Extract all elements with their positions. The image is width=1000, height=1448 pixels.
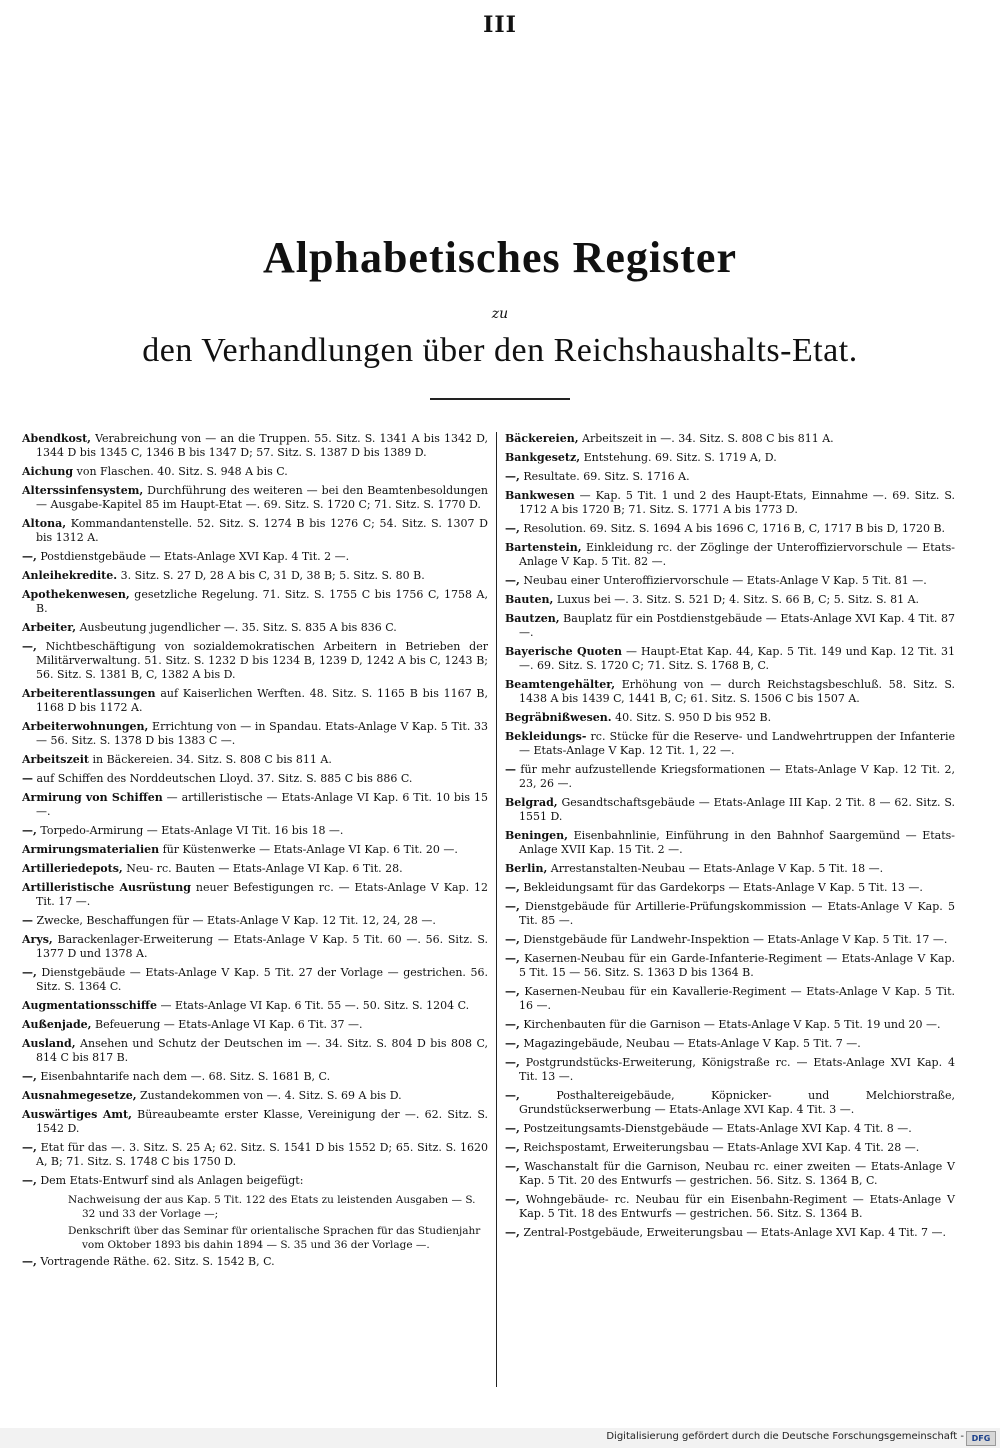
register-entry [22,1174,488,1188]
register-entry [22,1037,488,1065]
register-entry [505,593,955,607]
entry-text: Waschanstalt für die Garnison, Neubau rc. einer zweiten — Etats-Anlage V Kap. 5 Tit. 20 des Entwurfs — gestrichen. 56. Sitz. S. 1364 B, C. [519,1160,955,1187]
entry-keyword: Arys, [22,933,53,946]
entry-text: Luxus bei —. 3. Sitz. S. 521 D; 4. Sitz. S. 66 B, C; 5. Sitz. S. 81 A. [553,593,920,606]
entry-keyword: Artilleristische Ausrüstung [22,881,191,894]
register-entry [505,489,955,517]
entry-text: Posthaltereigebäude, Köpnicker- und Melchiorstraße, Grundstückserwerbung — Etats-Anlage XVI Kap. 4 Tit. 3 —. [519,1089,955,1116]
register-entry [22,966,488,994]
register-entry [22,824,488,838]
entry-keyword: —, [22,640,37,653]
entry-keyword: Außenjade, [22,1018,92,1031]
entry-keyword: —, [505,900,520,913]
register-entry [505,900,955,928]
register-entry [22,432,488,460]
entry-text: — artilleristische — Etats-Anlage VI Kap. 6 Tit. 10 bis 15 —. [36,791,488,818]
entry-text: Zwecke, Beschaffungen für — Etats-Anlage V Kap. 12 Tit. 12, 24, 28 —. [33,914,436,927]
register-entry [505,881,955,895]
entry-text: Dem Etats-Entwurf sind als Anlagen beigefügt: [36,1174,304,1187]
entry-keyword: Alterssinfensystem, [22,484,144,497]
entry-text: Befeuerung — Etats-Anlage VI Kap. 6 Tit. 37 —. [91,1018,363,1031]
entry-keyword: —, [505,1018,520,1031]
entry-text: Eisenbahntarife nach dem —. 68. Sitz. S. 1681 B, C. [36,1070,331,1083]
entry-text: Magazingebäude, Neubau — Etats-Anlage V Kap. 5 Tit. 7 —. [519,1037,861,1050]
entry-keyword: —, [22,1141,37,1154]
entry-keyword: —, [505,985,520,998]
footer-bar [0,1428,1000,1448]
entry-keyword: —, [505,1122,520,1135]
entry-text: Büreaubeamte erster Klasse, Vereinigung der —. 62. Sitz. S. 1542 D. [36,1108,488,1135]
title-divider [430,398,570,400]
register-entry [505,678,955,706]
entry-keyword: —, [505,933,520,946]
entry-text: rc. Stücke für die Reserve- und Landwehrtruppen der Infanterie — Etats-Anlage V Kap. 12 Tit. 1, 22 —. [519,730,955,757]
entry-text: Postdienstgebäude — Etats-Anlage XVI Kap. 4 Tit. 2 —. [36,550,350,563]
entry-text: Einkleidung rc. der Zöglinge der Unteroffiziervorschule — Etats-Anlage V Kap. 5 Tit. 82 —. [519,541,955,568]
entry-text: Bekleidungsamt für das Gardekorps — Etats-Anlage V Kap. 5 Tit. 13 —. [519,881,923,894]
entry-text: Resolution. 69. Sitz. S. 1694 A bis 1696 C, 1716 B, C, 1717 B bis D, 1720 B. [519,522,946,535]
entry-keyword: Arbeitszeit [22,753,89,766]
entry-text: Verabreichung von — an die Truppen. 55. Sitz. S. 1341 A bis 1342 D, 1344 D bis 1345 C, 1346 B bis 1347 D; 57. Sitz. S. 1387 D bis 1389 D. [36,432,488,459]
entry-keyword: —, [505,1226,520,1239]
register-entry [505,730,955,758]
entry-text: auf Schiffen des Norddeutschen Lloyd. 37. Sitz. S. 885 C bis 886 C. [33,772,413,785]
title-connector: zu [491,306,509,322]
entry-text: 40. Sitz. S. 950 D bis 952 B. [611,711,772,724]
entry-text: Gesandtschaftsgebäude — Etats-Anlage III Kap. 2 Tit. 8 — 62. Sitz. S. 1551 D. [519,796,955,823]
entry-keyword: —, [22,966,37,979]
register-entry [22,588,488,616]
entry-keyword: —, [505,522,520,535]
register-entry [505,1193,955,1221]
register-entry [22,569,488,583]
register-entry [505,522,955,536]
register-entry [22,1141,488,1169]
entry-keyword: Abendkost, [22,432,91,445]
page-number: III [483,12,517,38]
entry-keyword: —, [505,1141,520,1154]
dfg-logo: DFG [966,1431,996,1446]
entry-keyword: — [22,772,33,785]
entry-text: Arrestanstalten-Neubau — Etats-Anlage V Kap. 5 Tit. 18 —. [547,862,884,875]
entry-text: auf Kaiserlichen Werften. 48. Sitz. S. 1165 B bis 1167 B, 1168 D bis 1172 A. [36,687,488,714]
entry-text: Durchführung des weiteren — bei den Beamtenbesoldungen — Ausgabe-Kapitel 85 im Haupt-Etat —. 69. Sitz. S. 1720 C; 71. Sitz. S. 1770 D. [36,484,488,511]
entry-text: Erhöhung von — durch Reichstagsbeschluß. 58. Sitz. S. 1438 A bis 1439 C, 1441 B, C; 61. Sitz. S. 1506 C bis 1507 A. [519,678,955,705]
register-entry [505,1160,955,1188]
register-entry [22,484,488,512]
entry-text: Postzeitungsamts-Dienstgebäude — Etats-Anlage XVI Kap. 4 Tit. 8 —. [519,1122,912,1135]
entry-keyword: —, [22,1174,37,1187]
entry-text: Nichtbeschäftigung von sozialdemokratischen Arbeitern in Betrieben der Militärverwaltung. 51. Sitz. S. 1232 D bis 1234 B, 1239 D, 1242 A bis C, 1243 B; 56. Sitz. S. 1381 B, C, 1382 A bis D. [36,640,488,681]
page-title: Alphabetisches Register [263,233,737,282]
register-entry [505,985,955,1013]
register-entry [22,720,488,748]
entry-keyword: Ausland, [22,1037,76,1050]
entry-text: Kasernen-Neubau für ein Garde-Infanterie-Regiment — Etats-Anlage V Kap. 5 Tit. 15 — 56. Sitz. S. 1363 D bis 1364 B. [519,952,955,979]
entry-keyword: Artilleriedepots, [22,862,123,875]
entry-text: — Kap. 5 Tit. 1 und 2 des Haupt-Etats, Einnahme —. 69. Sitz. S. 1712 A bis 1720 B; 71. Sitz. S. 1771 A bis 1773 D. [519,489,955,516]
register-entry [22,640,488,682]
entry-text: Neu- rc. Bauten — Etats-Anlage VI Kap. 6 Tit. 28. [122,862,403,875]
entry-keyword: Ausnahmegesetze, [22,1089,137,1102]
entry-text: Etat für das —. 3. Sitz. S. 25 A; 62. Sitz. S. 1541 D bis 1552 D; 65. Sitz. S. 1620 A, B; 71. Sitz. S. 1748 C bis 1750 D. [36,1141,488,1168]
entry-text: Wohngebäude- rc. Neubau für ein Eisenbahn-Regiment — Etats-Anlage V Kap. 5 Tit. 18 des Entwurfs — gestrichen. 56. Sitz. S. 1364 B. [519,1193,955,1220]
entry-text: Neubau einer Unteroffiziervorschule — Etats-Anlage V Kap. 5 Tit. 81 —. [519,574,927,587]
entry-text: von Flaschen. 40. Sitz. S. 948 A bis C. [73,465,288,478]
entry-keyword: —, [505,952,520,965]
register-entry [505,470,955,484]
entry-keyword: Armirung von Schiffen [22,791,163,804]
entry-keyword: Beamtengehälter, [505,678,616,691]
entry-text: in Bäckereien. 34. Sitz. S. 808 C bis 811 A. [88,753,332,766]
register-entry [22,753,488,767]
entry-keyword: Arbeiterentlassungen [22,687,156,700]
entry-keyword: Belgrad, [505,796,558,809]
register-entry [22,772,488,786]
register-entry [22,1018,488,1032]
entry-keyword: — [22,914,33,927]
entry-text: neuer Befestigungen rc. — Etats-Anlage V Kap. 12 Tit. 17 —. [36,881,489,908]
entry-text: Reichspostamt, Erweiterungsbau — Etats-Anlage XVI Kap. 4 Tit. 28 —. [519,1141,920,1154]
page-subtitle: den Verhandlungen über den Reichshaushalts-Etat. [142,332,858,369]
entry-text: Vortragende Räthe. 62. Sitz. S. 1542 B, C. [36,1255,275,1268]
entry-text: Dienstgebäude — Etats-Anlage V Kap. 5 Tit. 27 der Vorlage — gestrichen. 56. Sitz. S. 1364 C. [36,966,488,993]
entry-text: Kasernen-Neubau für ein Kavallerie-Regiment — Etats-Anlage V Kap. 5 Tit. 16 —. [519,985,955,1012]
register-entry [22,843,488,857]
entry-text: 3. Sitz. S. 27 D, 28 A bis C, 31 D, 38 B; 5. Sitz. S. 80 B. [117,569,425,582]
register-column-left [22,432,496,1274]
entry-keyword: —, [505,1089,520,1102]
entry-keyword: Bautzen, [505,612,560,625]
entry-keyword: —, [505,1037,520,1050]
entry-keyword: Bartenstein, [505,541,582,554]
footer-credit: Digitalisierung gefördert durch die Deutsche Forschungsgemeinschaft - [606,1431,964,1442]
entry-keyword: —, [22,1255,37,1268]
register-entry [505,1122,955,1136]
entry-text: für mehr aufzustellende Kriegsformationen — Etats-Anlage V Kap. 12 Tit. 2, 23, 26 —. [516,763,955,790]
register-entry [22,465,488,479]
register-entry [505,933,955,947]
entry-keyword: Bäckereien, [505,432,579,445]
register-entry [505,574,955,588]
entry-text: Dienstgebäude für Artillerie-Prüfungskommission — Etats-Anlage V Kap. 5 Tit. 85 —. [519,900,955,927]
register-subnote: Nachweisung der aus Kap. 5 Tit. 122 des Etats zu leistenden Ausgaben — S. 32 und 33 der Vorlage —; [68,1194,476,1220]
entry-keyword: Beningen, [505,829,568,842]
register-entry [22,550,488,564]
entry-text: Postgrundstücks-Erweiterung, Königstraße rc. — Etats-Anlage XVI Kap. 4 Tit. 13 —. [519,1056,955,1083]
entry-keyword: —, [505,1056,520,1069]
entry-keyword: —, [22,550,37,563]
entry-text: — Haupt-Etat Kap. 44, Kap. 5 Tit. 149 und Kap. 12 Tit. 31 —. 69. Sitz. S. 1720 C; 71. Sitz. S. 1768 B, C. [519,645,956,672]
entry-keyword: —, [505,1193,520,1206]
entry-text: Resultate. 69. Sitz. S. 1716 A. [519,470,690,483]
entry-keyword: Bankwesen [505,489,575,502]
entry-keyword: —, [22,824,37,837]
entry-keyword: Anleihekredite. [22,569,118,582]
entry-keyword: —, [505,881,520,894]
entry-text: Entstehung. 69. Sitz. S. 1719 A, D. [580,451,777,464]
entry-text: Ausbeutung jugendlicher —. 35. Sitz. S. 835 A bis 836 C. [76,621,397,634]
entry-keyword: —, [505,1160,520,1173]
register-entry [22,881,488,909]
register-entry [505,1089,955,1117]
entry-text: für Küstenwerke — Etats-Anlage VI Kap. 6 Tit. 20 —. [159,843,458,856]
register-entry [505,1056,955,1084]
register-entry [505,1018,955,1032]
entry-text: Errichtung von — in Spandau. Etats-Anlage V Kap. 5 Tit. 33 — 56. Sitz. S. 1378 D bis 1383 C —. [36,720,488,747]
register-entry [505,1226,955,1240]
register-entry [22,517,488,545]
register-entry [505,1141,955,1155]
register-entry [505,541,955,569]
entry-text: Kirchenbauten für die Garnison — Etats-Anlage V Kap. 5 Tit. 19 und 20 —. [519,1018,941,1031]
entry-keyword: Bauten, [505,593,554,606]
entry-text: Zustandekommen von —. 4. Sitz. S. 69 A bis D. [136,1089,402,1102]
register-entry [22,1070,488,1084]
register-entry [22,687,488,715]
entry-keyword: Arbeiterwohnungen, [22,720,149,733]
register-entry [505,645,955,673]
entry-keyword: Bankgesetz, [505,451,581,464]
register-entry [505,829,955,857]
register-entry [505,451,955,465]
register-entry [505,1037,955,1051]
entry-keyword: Begräbnißwesen. [505,711,612,724]
register-entry [22,999,488,1013]
register-entry [505,432,955,446]
entry-text: Barackenlager-Erweiterung — Etats-Anlage V Kap. 5 Tit. 60 —. 56. Sitz. S. 1377 D und 1378 A. [36,933,488,960]
register-entry [505,796,955,824]
register-entry [505,612,955,640]
register-column-right [496,432,955,1387]
register-entry [22,914,488,928]
entry-keyword: Augmentationsschiffe [22,999,157,1012]
entry-text: gesetzliche Regelung. 71. Sitz. S. 1755 C bis 1756 C, 1758 A, B. [36,588,488,615]
entry-text: Bauplatz für ein Postdienstgebäude — Etats-Anlage XVI Kap. 4 Tit. 87 —. [519,612,955,639]
register-entry [22,1255,488,1269]
register-entry [505,952,955,980]
register-entry [22,1089,488,1103]
entry-keyword: —, [505,574,520,587]
entry-keyword: Apothekenwesen, [22,588,130,601]
entry-text: Torpedo-Armirung — Etats-Anlage VI Tit. 16 bis 18 —. [36,824,344,837]
entry-keyword: Bayerische Quoten [505,645,623,658]
register-entry [22,933,488,961]
entry-text: Eisenbahnlinie, Einführung in den Bahnhof Saargemünd — Etats-Anlage XVII Kap. 15 Tit. 2 —. [519,829,955,856]
register-entry [505,711,955,725]
register-entry [22,791,488,819]
entry-text: Zentral-Postgebäude, Erweiterungsbau — Etats-Anlage XVI Kap. 4 Tit. 7 —. [519,1226,947,1239]
entry-keyword: —, [22,1070,37,1083]
register-entry [22,1108,488,1136]
register-entry [22,621,488,635]
register-entry [22,862,488,876]
entry-text: Kommandantenstelle. 52. Sitz. S. 1274 B bis 1276 C; 54. Sitz. S. 1307 D bis 1312 A. [36,517,488,544]
register-subnote: Denkschrift über das Seminar für orientalische Sprachen für das Studienjahr vom Oktober 1893 bis dahin 1894 — S. 35 und 36 der Vorlage —. [68,1225,481,1251]
entry-keyword: — [505,763,516,776]
entry-text: Arbeitszeit in —. 34. Sitz. S. 808 C bis 811 A. [578,432,834,445]
entry-keyword: —, [505,470,520,483]
entry-keyword: Berlin, [505,862,548,875]
entry-text: Dienstgebäude für Landwehr-Inspektion — Etats-Anlage V Kap. 5 Tit. 17 —. [519,933,948,946]
register-entry [505,862,955,876]
register-entry [505,763,955,791]
entry-keyword: Armirungsmaterialien [22,843,160,856]
entry-text: — Etats-Anlage VI Kap. 6 Tit. 55 —. 50. Sitz. S. 1204 C. [156,999,470,1012]
entry-keyword: Auswärtiges Amt, [22,1108,132,1121]
entry-keyword: Bekleidungs- [505,730,587,743]
entry-text: Ansehen und Schutz der Deutschen im —. 34. Sitz. S. 804 D bis 808 C, 814 C bis 817 B. [36,1037,488,1064]
entry-keyword: Altona, [22,517,67,530]
entry-keyword: Arbeiter, [22,621,77,634]
entry-keyword: Aichung [22,465,74,478]
